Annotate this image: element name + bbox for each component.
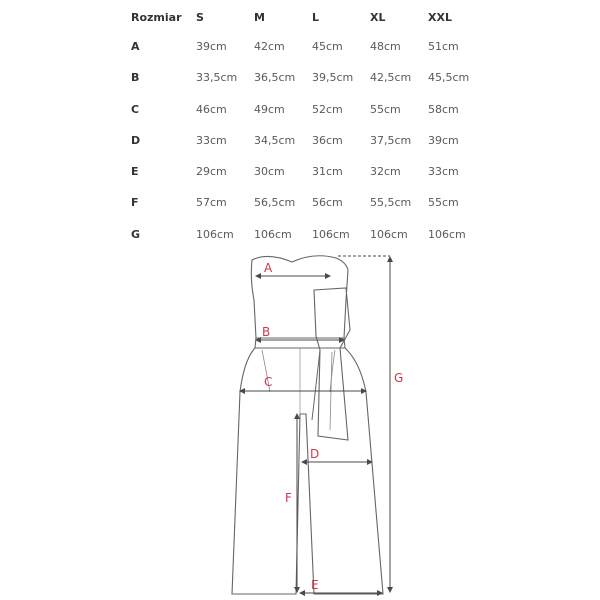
table-cell: 39,5cm xyxy=(312,71,354,84)
measure-f-label: F xyxy=(285,491,292,505)
measure-d-label: D xyxy=(310,447,320,461)
table-cell: 55,5cm xyxy=(370,196,412,209)
table-cell: 45,5cm xyxy=(428,71,470,84)
table-cell: 106cm xyxy=(254,228,292,241)
table-cell: 30cm xyxy=(254,165,285,178)
table-cell: 42cm xyxy=(254,40,285,53)
table-cell: 56,5cm xyxy=(254,196,296,209)
table-cell: 106cm xyxy=(370,228,408,241)
table-header-size: L xyxy=(312,11,320,24)
table-cell: 58cm xyxy=(428,103,459,116)
table-cell: 34,5cm xyxy=(254,134,296,147)
table-header-size: M xyxy=(254,11,265,24)
table-cell: 42,5cm xyxy=(370,71,412,84)
table-cell: 106cm xyxy=(312,228,350,241)
table-cell: 39cm xyxy=(196,40,227,53)
table-cell: 55cm xyxy=(370,103,401,116)
table-header-size: S xyxy=(196,11,204,24)
table-header-size: XXL xyxy=(428,11,452,24)
table-cell: 36cm xyxy=(312,134,343,147)
table-cell: 51cm xyxy=(428,40,459,53)
table-cell: 106cm xyxy=(428,228,466,241)
table-row-label: A xyxy=(131,40,140,53)
table-cell: 33cm xyxy=(196,134,227,147)
table-cell: 32cm xyxy=(370,165,401,178)
measure-e-label: E xyxy=(311,578,319,592)
table-cell: 36,5cm xyxy=(254,71,296,84)
table-cell: 33cm xyxy=(428,165,459,178)
table-cell: 37,5cm xyxy=(370,134,412,147)
table-cell: 57cm xyxy=(196,196,227,209)
table-cell: 33,5cm xyxy=(196,71,238,84)
hip-outline xyxy=(232,348,383,594)
table-cell: 49cm xyxy=(254,103,285,116)
measure-a-label: A xyxy=(264,261,273,275)
table-cell: 29cm xyxy=(196,165,227,178)
measure-c-label: C xyxy=(264,375,273,389)
table-row-label: G xyxy=(131,228,141,241)
table-cell: 39cm xyxy=(428,134,459,147)
table-cell: 55cm xyxy=(428,196,459,209)
measure-b-label: B xyxy=(262,325,271,339)
table-cell: 46cm xyxy=(196,103,227,116)
table-cell: 56cm xyxy=(312,196,343,209)
table-cell: 52cm xyxy=(312,103,343,116)
table-cell: 31cm xyxy=(312,165,343,178)
table-row-label: F xyxy=(131,196,139,209)
table-row-label: D xyxy=(131,134,141,147)
table-row-label: E xyxy=(131,165,139,178)
table-cell: 48cm xyxy=(370,40,401,53)
table-cell: 106cm xyxy=(196,228,234,241)
table-header-size: XL xyxy=(370,11,386,24)
table-row-label: C xyxy=(131,103,140,116)
table-header-rozmiar: Rozmiar xyxy=(131,11,182,24)
table-cell: 45cm xyxy=(312,40,343,53)
table-row-label: B xyxy=(131,71,140,84)
measure-g-label: G xyxy=(394,371,404,385)
